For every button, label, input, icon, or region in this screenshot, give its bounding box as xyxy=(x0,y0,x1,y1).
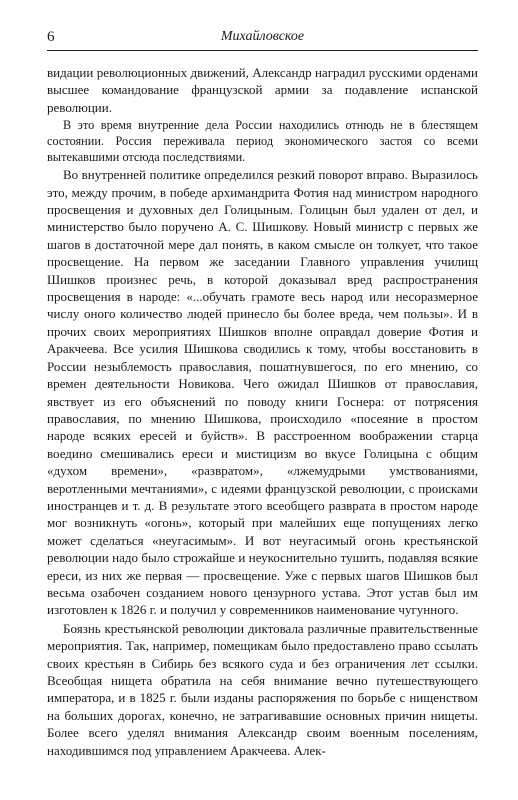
running-title: Михайловское xyxy=(220,29,305,44)
paragraph-2: В это время внутренние дела России находились отнюдь не в блестящем состоянии. Россия переживала период экономического застоя со всеми вытекавшими отсюда последствиями. xyxy=(47,118,478,165)
book-page xyxy=(47,28,478,788)
paragraph-4: Боязнь крестьянской революции диктовала различные правительственные мероприятия. Так, например, помещикам было предоставлено право ссылать своих крестьян в Сибирь без всякого суда и без ограничения лет ссылки. Всеобщая нищета обратила на себя внимание вечно путешествующего императора, и в 1825 г. были изданы распоряжения по борьбе с нищенством на больших дорогах, конечно, не затрагивавшие основных причин нищеты. Более всего уделял внимания Александр своим военным поселениям, находившимся под управлением Аракчеева. Алек- xyxy=(47,620,478,758)
paragraph-3: Во внутренней политике определился резкий поворот вправо. Выразилось это, между прочим, в победе архимандрита Фотия над министром народного просвещения и духовных дел Голицыным. Голицын был удален от дел, и министерство было поручено А. С. Шишкову. Новый министр с первых же шагов в достаточной мере дал понять, в каком смысле он толкует, что такое просвещение. На первом же заседании Главного управления училищ Шишков произнес речь, в которой доказывал вред распространения просвещения в народе: «...обучать грамоте весь народ или несоразмерное числу оного количество людей принесло бы более вреда, чем пользы». И в прочих своих мероприятиях Шишков вполне оправдал доверие Фотия и Аракчеева. Все усилия Шишкова сводились к тому, чтобы восстановить в России незыблемость православия, пошатнувшегося, по его мнению, со времен деятельности Новикова. Чего ожидал Шишков от православия, явствует из его объяснений по поводу книги Госнера: от потрясения православия, по мнению Шишкова, происходило «посеяние в простом народе всяких ересей и буйств». В расстроенном воображении старца воедино смешивались ереси и мистицизм во вкусе Голицына с общим «духом времени», «развратом», «лжемудрыми умствованиями, веротленными мечтаниями», с идеями французской революции, с происками иностранцев и т. д. В результате этого всеобщего разврата в простом народе мог возникнуть «огонь», который при малейших еще попущениях легко может сделаться «неугасимым». И вот неугасимый огонь крестьянской революции надо было строжайше и неукоснительно тушить, подавляя всякие ереси, из них же первая — просвещение. Уже с первых шагов Шишков был весьма озабочен созданием нового цензурного устава. Этот устав был им изготовлен к 1826 г. и получил у современников наименование чугунного. xyxy=(47,167,478,618)
paragraph-1: видации революционных движений, Александр наградил русскими орденами высшее командование французской армии за подавление испанской революции. xyxy=(47,65,478,115)
page-header xyxy=(47,28,478,51)
page-number: 6 xyxy=(47,29,55,45)
